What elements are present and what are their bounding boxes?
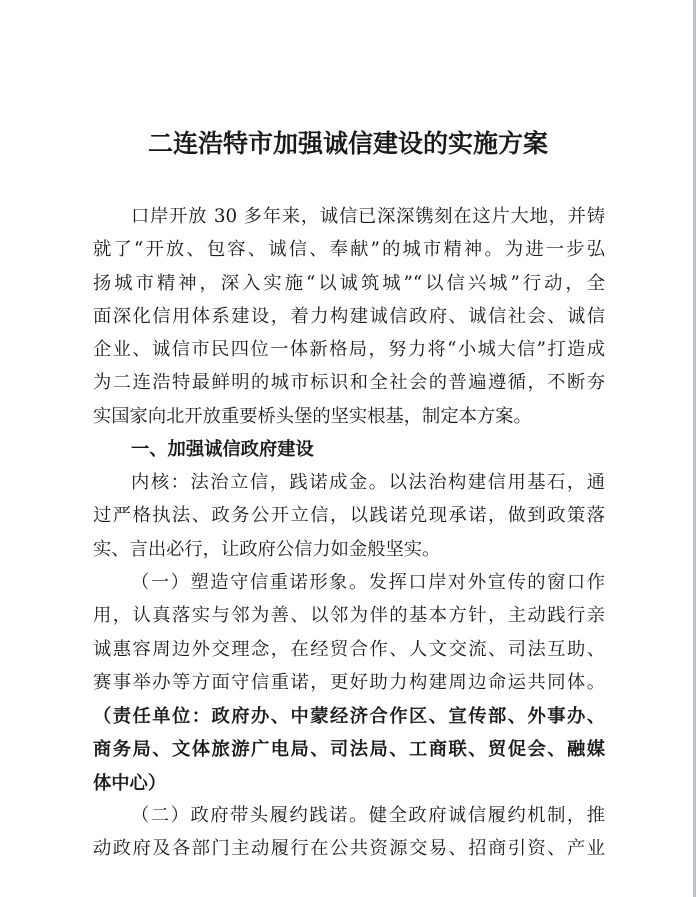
- intro-line: 实国家向北开放重要桥头堡的坚实根基，制定本方案。: [93, 405, 532, 427]
- item-1-label: （一）塑造守信重诺形象。: [131, 572, 369, 593]
- core-label: 内核：法治立信，践诺成金。: [131, 472, 389, 493]
- document-title: 二连浩特市加强诚信建设的实施方案: [147, 129, 548, 158]
- item-1-line: 赛事举办等方面守信重诺，更好助力构建周边命运共同体。: [93, 671, 605, 693]
- intro-line: 就了“开放、包容、诚信、奉献”的城市精神。为进一步弘: [93, 239, 605, 261]
- item-1-text: 发挥口岸对外宣传的窗口作: [368, 572, 605, 593]
- section-heading: 一、加强诚信政府建设: [131, 439, 314, 460]
- core-line: 过严格执法、政务公开立信，以践诺兑现承诺，做到政策落: [93, 505, 605, 527]
- item-2-line: [93, 799, 605, 832]
- core-text: 以法治构建信用基石，通: [388, 472, 605, 493]
- responsibility-line: （责任单位：政府办、中蒙经济合作区、宣传部、外事办、: [93, 706, 605, 727]
- intro-line: 扬城市精神，深入实施“以诚筑城”“以信兴城”行动，全: [93, 272, 605, 294]
- intro-line: 口岸开放 30 多年来，诚信已深深镌刻在这片大地，并铸: [131, 206, 605, 227]
- item-2-line: 动政府及各部门主动履行在公共资源交易、招商引资、产业: [93, 838, 605, 860]
- item-1-paragraph: [93, 566, 605, 699]
- item-2-text: 健全政府诚信履约机制，推: [368, 805, 605, 826]
- item-1-line: [93, 566, 605, 599]
- intro-line: 面深化信用体系建设，着力构建诚信政府、诚信社会、诚信: [93, 305, 605, 327]
- responsibility-line: 体中心）: [93, 772, 167, 794]
- section-1: [93, 433, 605, 466]
- core-paragraph: [93, 466, 605, 566]
- core-line: [93, 466, 605, 499]
- intro-line: 为二连浩特最鲜明的城市标识和全社会的普遍遵循，不断夯: [93, 372, 605, 394]
- item-2-paragraph: [93, 799, 605, 866]
- item-1-line: 诚惠容周边外交理念，在经贸合作、人文交流、司法互助、: [93, 638, 605, 660]
- item-1-line: 用，认真落实与邻为善、以邻为伴的基本方针，主动践行亲: [93, 605, 605, 627]
- core-line: 实、言出必行，让政府公信力如金般坚实。: [93, 538, 441, 560]
- intro-paragraph: [93, 200, 605, 433]
- item-2-label: （二）政府带头履约践诺。: [131, 805, 369, 826]
- responsibility-line: 商务局、文体旅游广电局、司法局、工商联、贸促会、融媒: [93, 739, 605, 761]
- responsibility-units: [93, 700, 605, 800]
- intro-line: 企业、诚信市民四位一体新格局，努力将“小城大信”打造成: [93, 339, 605, 361]
